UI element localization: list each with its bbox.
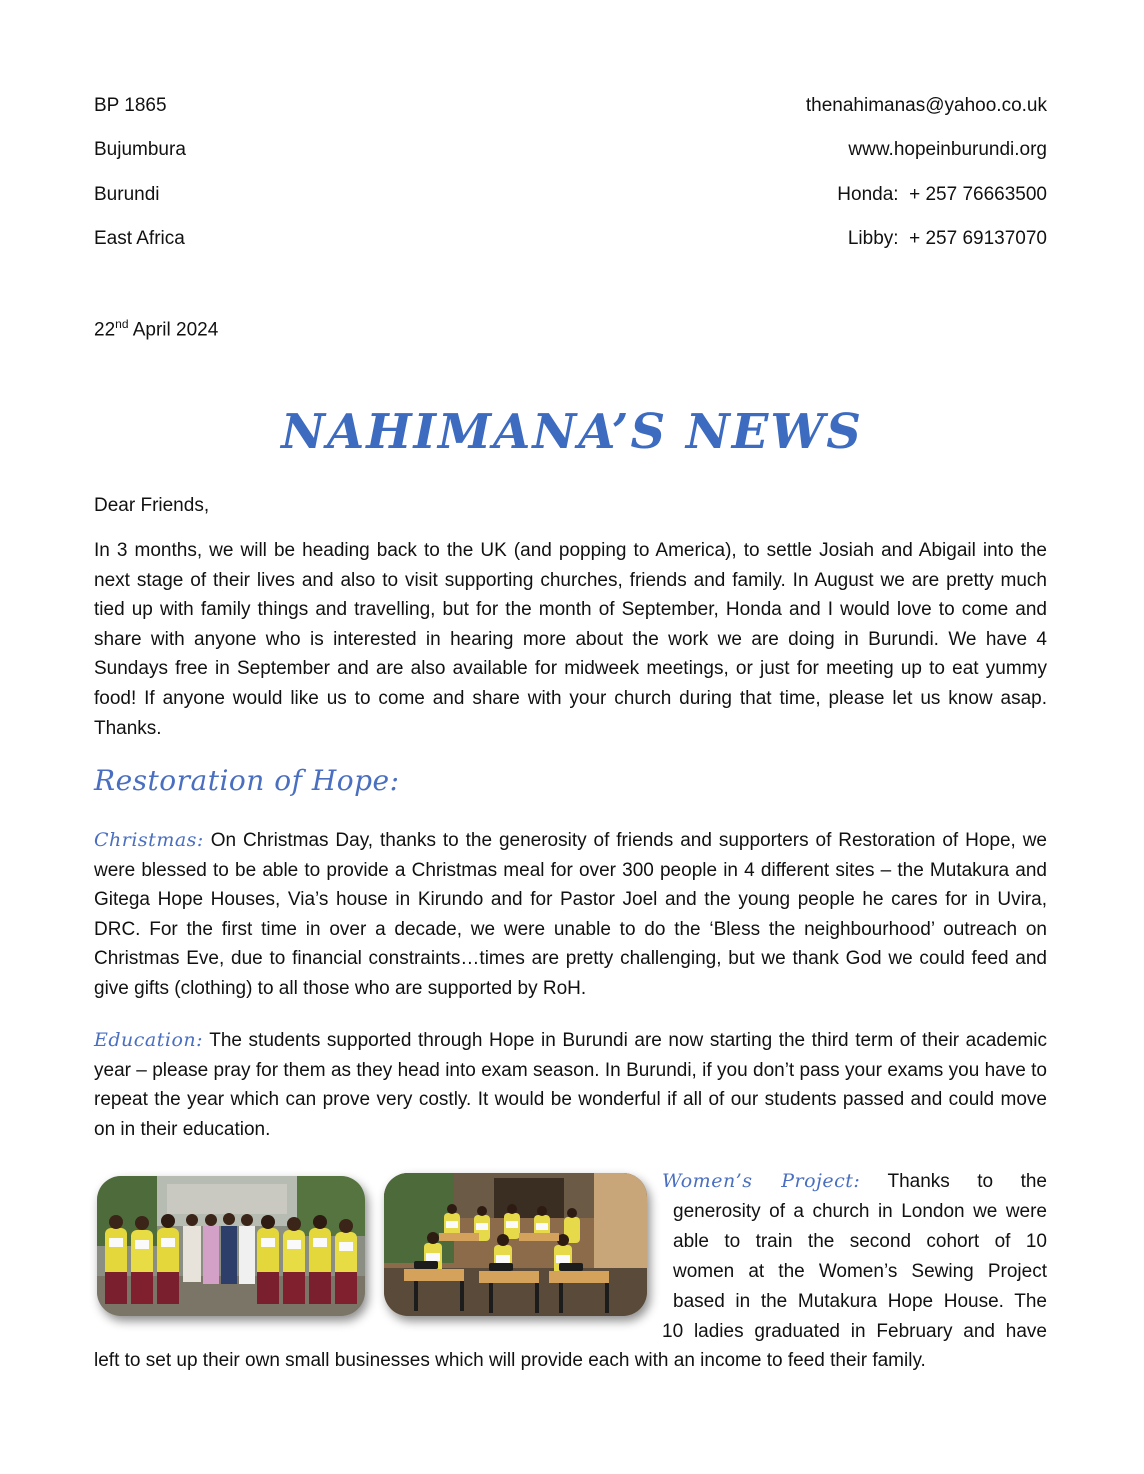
sewing-class-photo	[384, 1173, 647, 1316]
date-month-year: April 2024	[128, 319, 219, 341]
womens-line-6: 10 ladies graduated in February and have	[662, 1321, 1047, 1342]
womens-line-1	[662, 1166, 1047, 1197]
womens-project-paragraph	[662, 1166, 1047, 1347]
address-line-3: Burundi	[94, 184, 160, 205]
contact-email: thenahimanas@yahoo.co.uk	[805, 95, 1047, 116]
christmas-text: On Christmas Day, thanks to the generosity of friends and supporters of Restoration of Hope, we were blessed to be able to provide a Christmas meal for over 300 people in 4 different sites – the Mutakura and Gitega Hope Houses, Via’s house in Kirundo and for Pastor Joel and the young people he cares for in Uvira, DRC. For the first time in over a decade, we were unable to do the ‘Bless the neighbourhood’ outreach on Christmas Eve, due to financial constraints…times are pretty challenging, but we thank God we could feed and give gifts (clothing) to all those who are supported by RoH.	[94, 830, 1047, 999]
intro-paragraph: In 3 months, we will be heading back to the UK (and popping to America), to settle Josiah and Abigail into the next stage of their lives and also to visit supporting churches, friends and family. In August we are pretty much tied up with family things and travelling, but for the month of September, Honda and I would love to come and share with anyone who is interested in hearing more about the work we are doing in Burundi. We have 4 Sundays free in September and are also available for midweek meetings, or just for meeting up to eat yummy food! If anyone would like us to come and share with your church during that time, please let us know asap. Thanks.	[94, 540, 1047, 739]
date-suffix: nd	[115, 317, 129, 331]
newsletter-title: NAHIMANA’S NEWS	[281, 404, 863, 460]
education-lead: Education:	[94, 1029, 204, 1051]
christmas-lead: Christmas:	[94, 829, 204, 851]
section-heading: Restoration of Hope:	[94, 764, 400, 797]
group-photo	[97, 1176, 365, 1316]
womens-line-2: generosity of a church in London we were	[673, 1201, 1047, 1222]
womens-text-1: Thanks to the	[860, 1171, 1047, 1192]
sewing-class-photo-image	[384, 1173, 647, 1316]
address-line-1: BP 1865	[94, 95, 167, 116]
womens-line-5: based in the Mutakura Hope House. The	[673, 1291, 1047, 1312]
womens-line-4: women at the Women’s Sewing Project	[673, 1261, 1047, 1282]
christmas-paragraph	[94, 826, 1047, 1004]
date-day: 22	[94, 319, 116, 341]
education-text: The students supported through Hope in Burundi are now starting the third term of their academic year – please pray for them as they head into exam season. In Burundi, if you don’t pass your exams you have to repeat the year which can prove very costly. It would be wonderful if all of our students passed and could move on in their education.	[94, 1030, 1047, 1140]
contact-phone-honda: Honda: + 257 76663500	[837, 184, 1047, 205]
education-paragraph	[94, 1026, 1047, 1144]
womens-line-7: left to set up their own small businesses which will provide each with an income to feed their family.	[94, 1350, 926, 1371]
group-photo-image	[97, 1176, 365, 1316]
letter-date	[94, 317, 218, 341]
womens-lead: Women’s Project:	[662, 1170, 861, 1192]
contact-website: www.hopeinburundi.org	[848, 139, 1047, 160]
address-line-2: Bujumbura	[94, 139, 186, 160]
womens-line-3: able to train the second cohort of 10	[673, 1231, 1047, 1252]
contact-phone-libby: Libby: + 257 69137070	[847, 228, 1047, 249]
salutation: Dear Friends,	[94, 495, 210, 516]
address-line-4: East Africa	[94, 228, 185, 249]
